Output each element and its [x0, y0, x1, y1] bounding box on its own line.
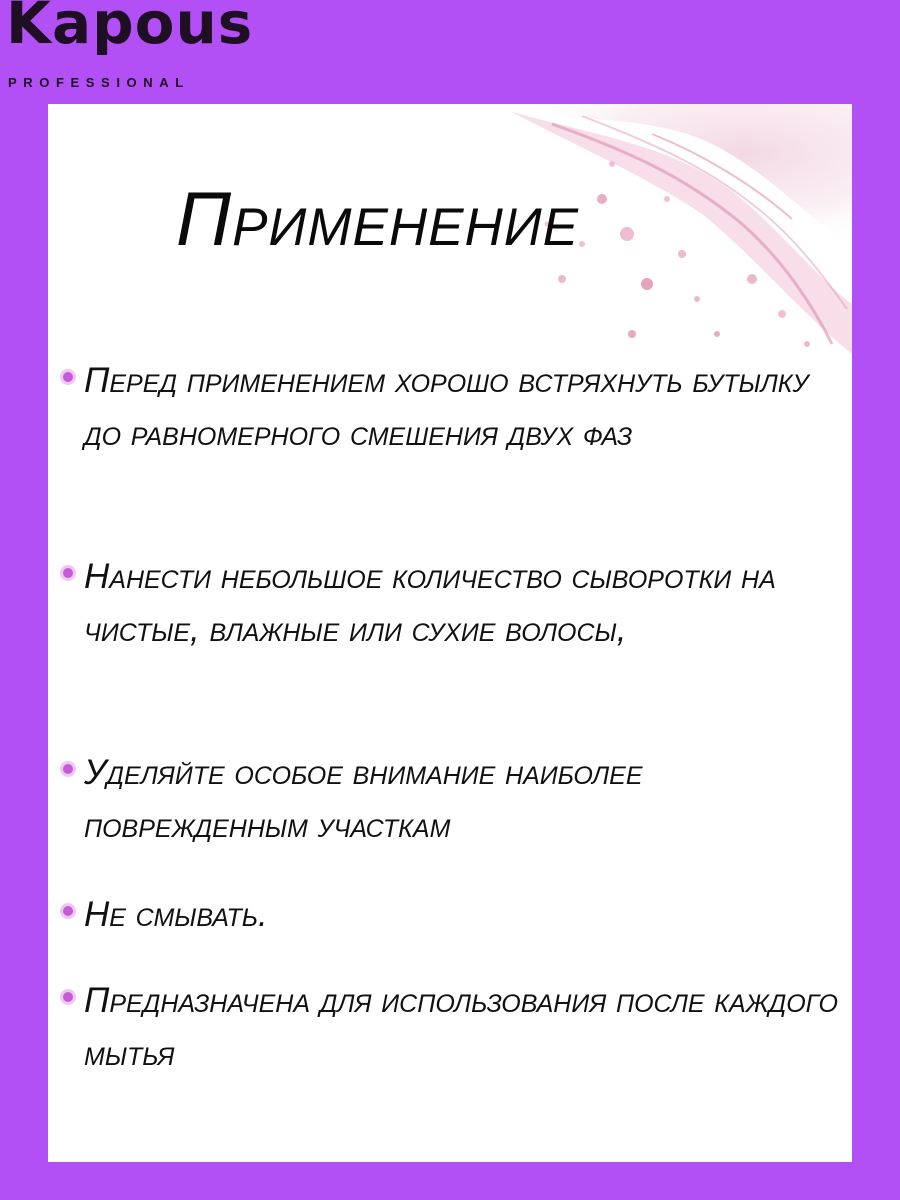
- list-item-text: Перед применением хорошо встряхнуть бутылку до равномерного смешения двух фаз: [84, 361, 809, 453]
- content-card: [48, 104, 852, 1162]
- kapous-logo: [6, 0, 254, 100]
- bullet-icon: [60, 989, 76, 1005]
- list-item-text: Предназначена для использования после каждого мытья: [84, 981, 838, 1073]
- list-item-text: Уделяйте особое внимание наиболее поврежденным участкам: [84, 753, 643, 845]
- page-title: Применение: [176, 177, 579, 262]
- list-item-text: Нанести небольшое количество сыворотки на чистые, влажные или сухие волосы,: [84, 557, 776, 649]
- bullet-icon: [60, 761, 76, 777]
- bullet-icon: [60, 903, 76, 919]
- bullet-icon: [60, 369, 76, 385]
- brand-tagline: PROFESSIONAL: [8, 75, 190, 90]
- brand-name: Kapous: [6, 0, 254, 57]
- list-item-text: Не смывать.: [84, 895, 268, 934]
- bullet-icon: [60, 565, 76, 581]
